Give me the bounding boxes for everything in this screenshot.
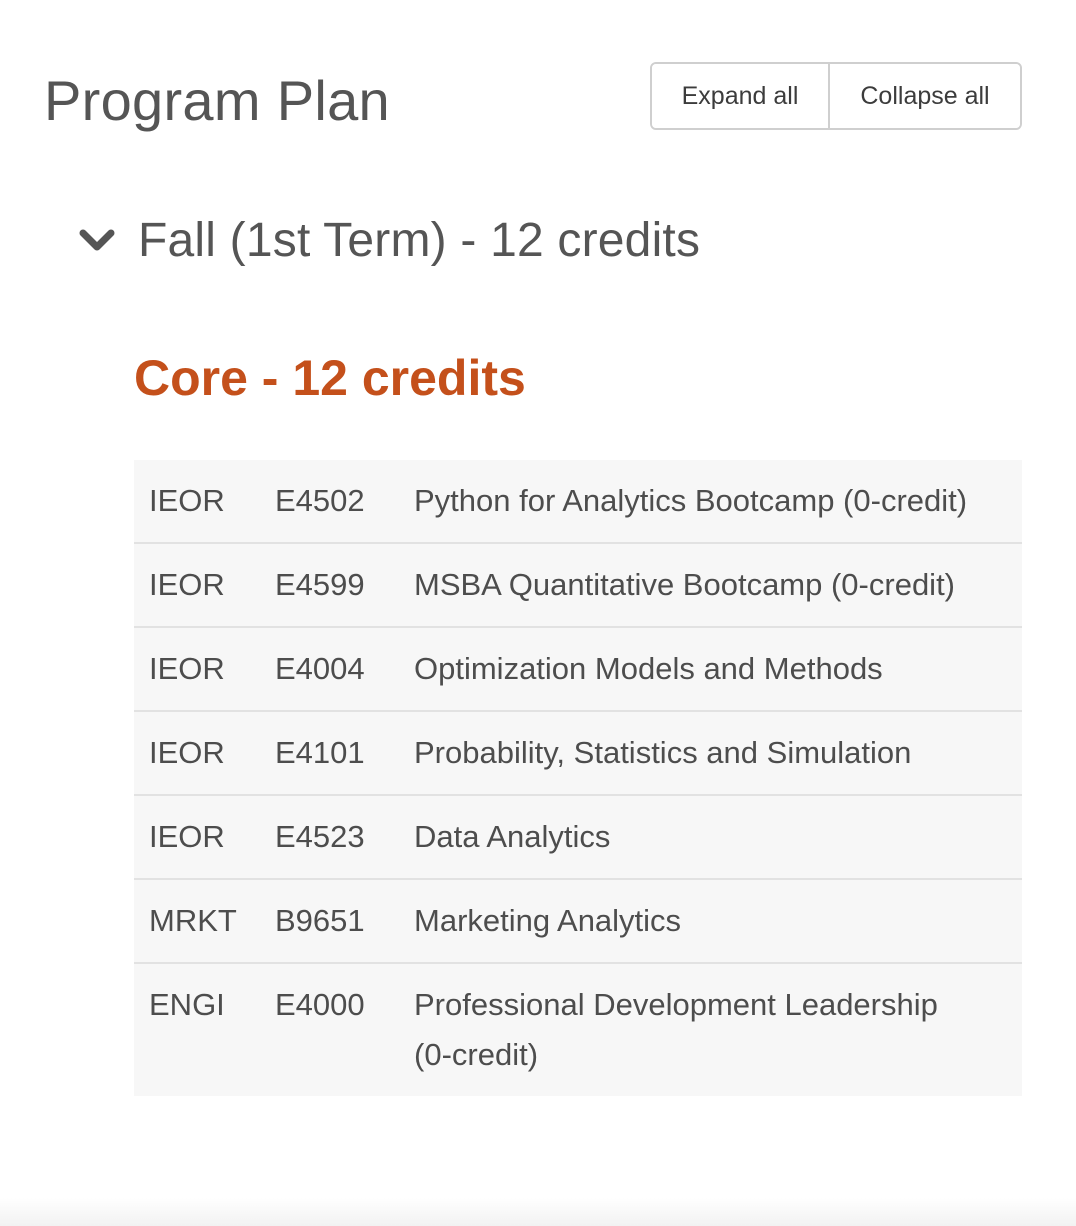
course-subject: IEOR — [149, 735, 225, 770]
table-row — [134, 543, 1022, 627]
course-number: E4599 — [275, 567, 365, 602]
course-table — [134, 460, 1022, 1096]
course-subject: MRKT — [149, 903, 237, 938]
bottom-fade — [0, 1198, 1076, 1226]
page-title: Program Plan — [44, 69, 390, 132]
table-row — [134, 460, 1022, 543]
course-subject: IEOR — [149, 819, 225, 854]
table-row — [134, 627, 1022, 711]
course-title: Probability, Statistics and Simulation — [414, 735, 912, 770]
course-title: Optimization Models and Methods — [414, 651, 883, 686]
table-row — [134, 795, 1022, 879]
term-label: Fall (1st Term) - 12 credits — [138, 213, 701, 267]
course-title: Professional Development Leadership (0-credit) — [414, 987, 938, 1072]
expand-collapse-button-group — [650, 62, 1022, 130]
section-title-core: Core - 12 credits — [134, 350, 526, 406]
table-row — [134, 963, 1022, 1096]
course-title: Data Analytics — [414, 819, 611, 854]
course-subject: IEOR — [149, 483, 225, 518]
expand-all-button[interactable]: Expand all — [652, 64, 830, 128]
course-title: Python for Analytics Bootcamp (0-credit) — [414, 483, 968, 518]
course-title: MSBA Quantitative Bootcamp (0-credit) — [414, 567, 956, 602]
course-subject: ENGI — [149, 987, 225, 1022]
course-number: E4101 — [275, 735, 365, 770]
course-number: E4004 — [275, 651, 365, 686]
course-number: E4000 — [275, 987, 365, 1022]
term-accordion-toggle-fall[interactable] — [78, 208, 700, 272]
course-number: B9651 — [275, 903, 365, 938]
course-number: E4523 — [275, 819, 365, 854]
collapse-all-button[interactable]: Collapse all — [830, 64, 1020, 128]
course-number: E4502 — [275, 483, 365, 518]
table-row — [134, 879, 1022, 963]
chevron-down-icon — [78, 226, 116, 254]
course-title: Marketing Analytics — [414, 903, 682, 938]
table-row — [134, 711, 1022, 795]
course-subject: IEOR — [149, 567, 225, 602]
course-subject: IEOR — [149, 651, 225, 686]
